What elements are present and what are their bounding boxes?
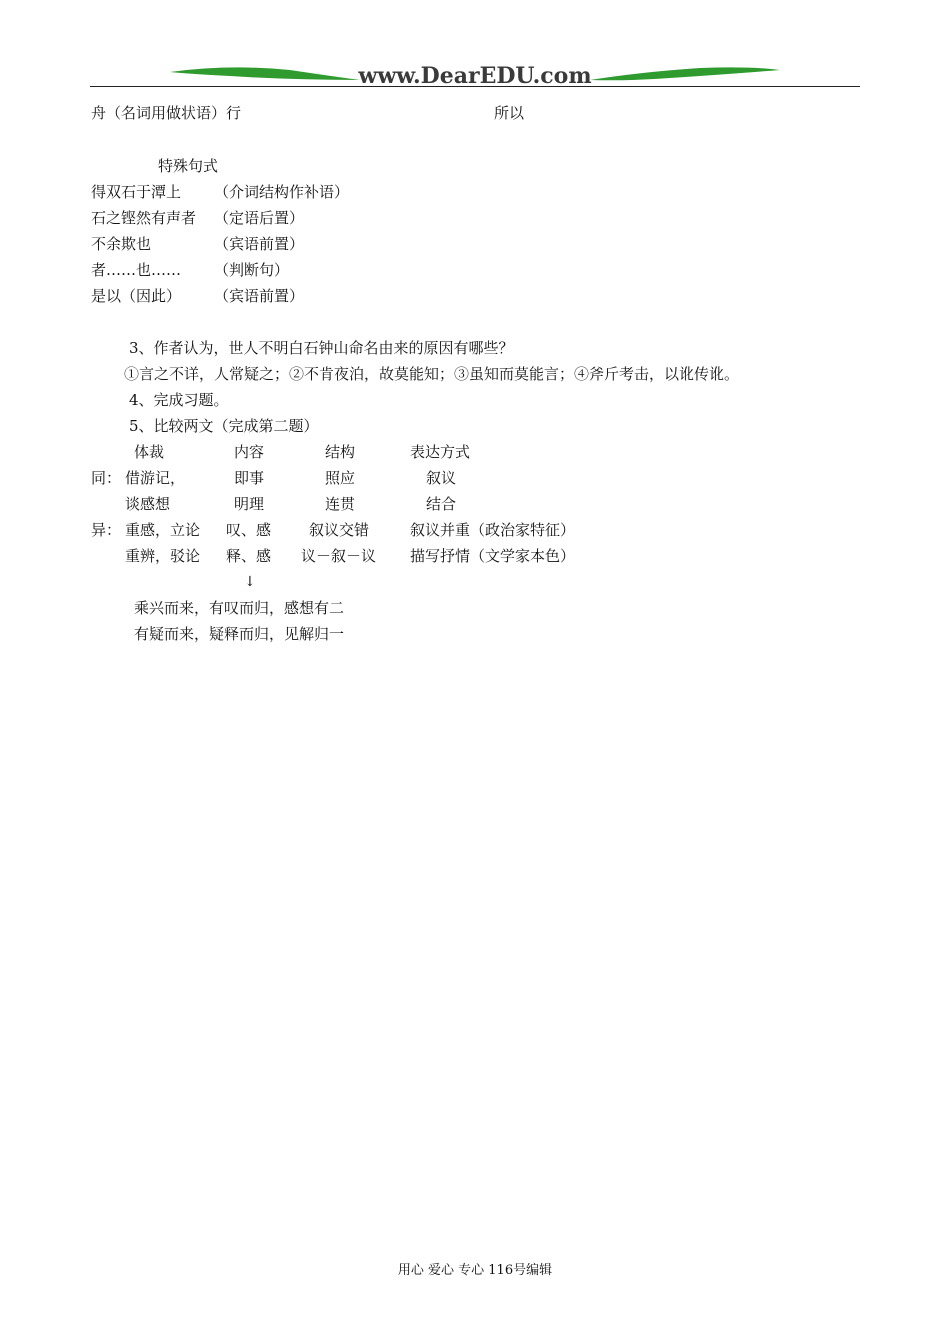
col-header: 内容: [234, 443, 265, 461]
special-note: （介词结构作补语）: [214, 183, 350, 201]
summary-line: 有疑而来，疑释而归，见解归一: [134, 625, 345, 643]
down-arrow: ↓: [244, 574, 256, 590]
special-note: （定语后置）: [214, 209, 305, 227]
special-phrase: 是以（因此）: [91, 287, 182, 305]
special-heading: 特殊句式: [158, 157, 219, 175]
special-note: （宾语前置）: [214, 287, 305, 305]
special-note: （判断句）: [214, 261, 290, 279]
summary-line: 乘兴而来，有叹而归，感想有二: [134, 599, 345, 617]
compare-cell: 释、感: [226, 547, 272, 565]
compare-cell: 重辨，驳论: [125, 547, 201, 565]
page-footer: 用心 爱心 专心 116号编辑: [397, 1263, 553, 1278]
diff-label: 异：: [91, 521, 122, 539]
special-phrase: 石之铿然有声者: [91, 209, 197, 227]
compare-cell: 连贯: [325, 495, 356, 513]
col-header: 表达方式: [410, 443, 471, 461]
line1-right: 所以: [494, 104, 525, 122]
compare-cell: 描写抒情（文学家本色）: [410, 547, 576, 565]
compare-cell: 叙议交错: [309, 521, 370, 539]
special-phrase: 不余欺也: [91, 235, 152, 253]
special-note: （宾语前置）: [214, 235, 305, 253]
col-header: 体裁: [134, 443, 165, 461]
compare-cell: 叹、感: [226, 521, 272, 539]
compare-cell: 重感，立论: [125, 521, 201, 539]
special-phrase: 者……也……: [91, 261, 182, 279]
col-header: 结构: [325, 443, 356, 461]
question-5: 5、比较两文（完成第二题）: [129, 417, 319, 435]
compare-cell: 即事: [234, 469, 265, 487]
compare-cell: 借游记，: [125, 469, 186, 487]
compare-cell: 叙议: [426, 469, 457, 487]
compare-cell: 结合: [426, 495, 457, 513]
compare-cell: 谈感想: [125, 495, 171, 513]
special-phrase: 得双石于潭上: [91, 183, 182, 201]
compare-cell: 叙议并重（政治家特征）: [410, 521, 576, 539]
compare-cell: 照应: [325, 469, 356, 487]
question-4: 4、完成习题。: [129, 391, 229, 409]
question-3: 3、作者认为，世人不明白石钟山命名由来的原因有哪些？: [129, 339, 514, 357]
answer-3: ①言之不详，人常疑之；②不肯夜泊，故莫能知；③虽知而莫能言；④斧斤考击，以讹传讹。: [124, 365, 740, 383]
compare-cell: 议－叙－议: [301, 547, 377, 565]
header-rule: [90, 86, 860, 87]
logo-text: www.DearEDU.com: [358, 63, 592, 88]
same-label: 同：: [91, 469, 122, 487]
line1-left: 舟（名词用做状语）行: [91, 104, 242, 122]
compare-cell: 明理: [234, 495, 265, 513]
site-logo: [170, 62, 780, 88]
